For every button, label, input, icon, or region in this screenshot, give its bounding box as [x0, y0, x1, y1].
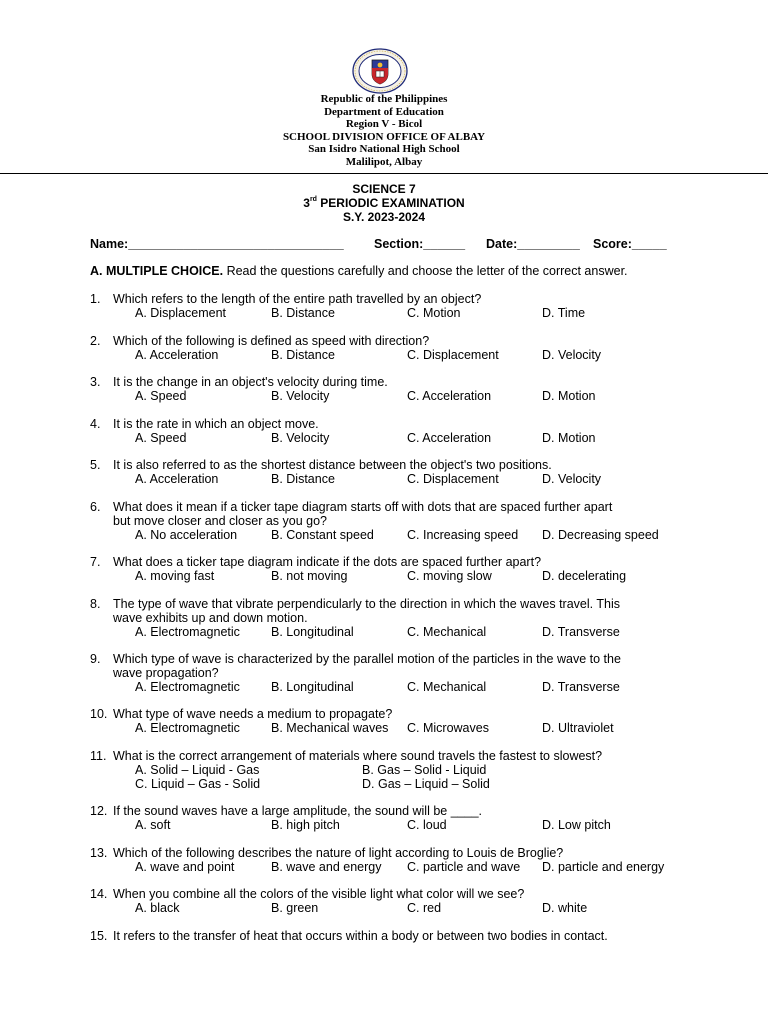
section-a-heading: A. MULTIPLE CHOICE.: [90, 264, 224, 278]
answer-option: B. Distance: [271, 472, 335, 486]
question-text: What does it mean if a ticker tape diagram starts off with dots that are spaced further apart: [113, 500, 613, 514]
answer-option: A. moving fast: [135, 569, 215, 583]
answer-option: D. Motion: [542, 389, 596, 403]
section-a-text: Read the questions carefully and choose the letter of the correct answer.: [223, 264, 628, 278]
answer-option: C. particle and wave: [407, 860, 521, 874]
question-text: wave propagation?: [113, 666, 219, 680]
answer-option: B. Mechanical waves: [271, 721, 389, 735]
question-text: The type of wave that vibrate perpendicularly to the direction in which the waves travel. This: [113, 597, 620, 611]
question-text: Which of the following is defined as speed with direction?: [113, 334, 430, 348]
question-number: 6.: [90, 500, 101, 514]
answer-option: A. Speed: [135, 431, 187, 445]
name-field[interactable]: Name:_______________________________: [90, 237, 344, 251]
question-text: If the sound waves have a large amplitude, the sound will be ____.: [113, 804, 482, 818]
exam-title: [0, 182, 768, 224]
question-text: It refers to the transfer of heat that occurs within a body or between two bodies in contact.: [113, 929, 608, 943]
answer-option: B. wave and energy: [271, 860, 382, 874]
question-text: What does a ticker tape diagram indicate if the dots are spaced further apart?: [113, 555, 542, 569]
exam-name: 3rd PERIODIC EXAMINATION: [303, 196, 465, 210]
question-text: wave exhibits up and down motion.: [113, 611, 308, 625]
question-text: Which of the following describes the nature of light according to Louis de Broglie?: [113, 846, 564, 860]
question-number: 7.: [90, 555, 101, 569]
answer-option: D. particle and energy: [542, 860, 665, 874]
answer-option: B. Constant speed: [271, 528, 374, 542]
answer-option: C. Increasing speed: [407, 528, 519, 542]
answer-option: A. Solid – Liquid - Gas: [135, 763, 260, 777]
answer-option: C. Acceleration: [407, 389, 492, 403]
answer-option: B. Velocity: [271, 389, 330, 403]
question-text: but move closer and closer as you go?: [113, 514, 328, 528]
answer-option: C. moving slow: [407, 569, 492, 583]
header-line-location: Malilipot, Albay: [345, 155, 423, 168]
school-header: [0, 93, 768, 168]
question-text: What type of wave needs a medium to propagate?: [113, 707, 393, 721]
answer-option: B. Longitudinal: [271, 625, 354, 639]
question-number: 8.: [90, 597, 101, 611]
answer-option: B. green: [271, 901, 319, 915]
answer-option: A. Acceleration: [135, 348, 219, 362]
answer-option: A. No acceleration: [135, 528, 238, 542]
answer-option: D. decelerating: [542, 569, 627, 583]
answer-option: C. Mechanical: [407, 680, 487, 694]
answer-option: B. Distance: [271, 348, 335, 362]
section-a-instructions: [90, 265, 650, 279]
answer-option: B. Gas – Solid - Liquid: [362, 763, 487, 777]
answer-option: D. Motion: [542, 431, 596, 445]
answer-option: D. Low pitch: [542, 818, 611, 832]
question-number: 14.: [90, 887, 108, 901]
answer-option: A. Displacement: [135, 306, 227, 320]
exam-school-year: S.Y. 2023-2024: [342, 210, 426, 224]
answer-option: C. Liquid – Gas - Solid: [135, 777, 261, 791]
question-text: Which type of wave is characterized by the parallel motion of the particles in the wave to the: [113, 652, 621, 666]
answer-option: A. Electromagnetic: [135, 625, 240, 639]
answer-option: D. Gas – Liquid – Solid: [362, 777, 490, 791]
answer-option: A. Electromagnetic: [135, 680, 240, 694]
answer-option: D. Transverse: [542, 680, 620, 694]
question-number: 13.: [90, 846, 108, 860]
answer-option: A. black: [135, 901, 180, 915]
header-line-region: Region V - Bicol: [345, 118, 423, 130]
answer-option: A. wave and point: [135, 860, 235, 874]
answer-option: A. soft: [135, 818, 171, 832]
answer-option: C. Microwaves: [407, 721, 489, 735]
question-text: Which refers to the length of the entire path travelled by an object?: [113, 292, 482, 306]
answer-option: D. Decreasing speed: [542, 528, 659, 542]
answer-option: D. Ultraviolet: [542, 721, 614, 735]
exam-subject: SCIENCE 7: [352, 182, 416, 196]
question-text: It is the rate in which an object move.: [113, 417, 319, 431]
answer-option: A. Electromagnetic: [135, 721, 240, 735]
question-number: 2.: [90, 334, 101, 348]
question-number: 11.: [90, 749, 107, 763]
question-text: It is also referred to as the shortest distance between the object's two positions.: [113, 458, 552, 472]
answer-option: B. not moving: [271, 569, 348, 583]
answer-option: B. Distance: [271, 306, 335, 320]
answer-option: A. Speed: [135, 389, 187, 403]
answer-option: C. red: [407, 901, 442, 915]
answer-option: C. Mechanical: [407, 625, 487, 639]
answer-option: C. Motion: [407, 306, 461, 320]
answer-option: B. high pitch: [271, 818, 340, 832]
answer-option: D. Transverse: [542, 625, 620, 639]
question-text: When you combine all the colors of the visible light what color will we see?: [113, 887, 525, 901]
header-line-republic: Republic of the Philippines: [320, 93, 448, 105]
section-field[interactable]: Section:______: [374, 237, 466, 251]
question-number: 5.: [90, 458, 101, 472]
answer-option: C. loud: [407, 818, 447, 832]
question-number: 3.: [90, 375, 101, 389]
answer-option: B. Longitudinal: [271, 680, 354, 694]
header-line-school: San Isidro National High School: [308, 143, 460, 155]
answer-option: B. Velocity: [271, 431, 330, 445]
deped-seal-logo: [351, 48, 409, 94]
question-text: What is the correct arrangement of materials where sound travels the fastest to slowest?: [113, 749, 603, 763]
answer-option: D. Velocity: [542, 348, 602, 362]
header-line-division: SCHOOL DIVISION OFFICE OF ALBAY: [282, 130, 486, 143]
question-text: It is the change in an object's velocity during time.: [113, 375, 388, 389]
date-field[interactable]: Date:_________: [486, 237, 580, 251]
question-number: 10.: [90, 707, 108, 721]
header-line-department: Department of Education: [324, 105, 444, 118]
answer-option: A. Acceleration: [135, 472, 219, 486]
answer-option: C. Acceleration: [407, 431, 492, 445]
answer-option: D. white: [542, 901, 588, 915]
answer-option: C. Displacement: [407, 348, 499, 362]
score-field[interactable]: Score:_____: [593, 237, 667, 251]
question-number: 4.: [90, 417, 101, 431]
answer-option: C. Displacement: [407, 472, 499, 486]
question-number: 9.: [90, 652, 101, 666]
question-number: 12.: [90, 804, 108, 818]
answer-option: D. Time: [542, 306, 586, 320]
question-number: 1.: [90, 292, 101, 306]
answer-option: D. Velocity: [542, 472, 602, 486]
question-number: 15.: [90, 929, 108, 943]
header-divider: [0, 173, 768, 174]
